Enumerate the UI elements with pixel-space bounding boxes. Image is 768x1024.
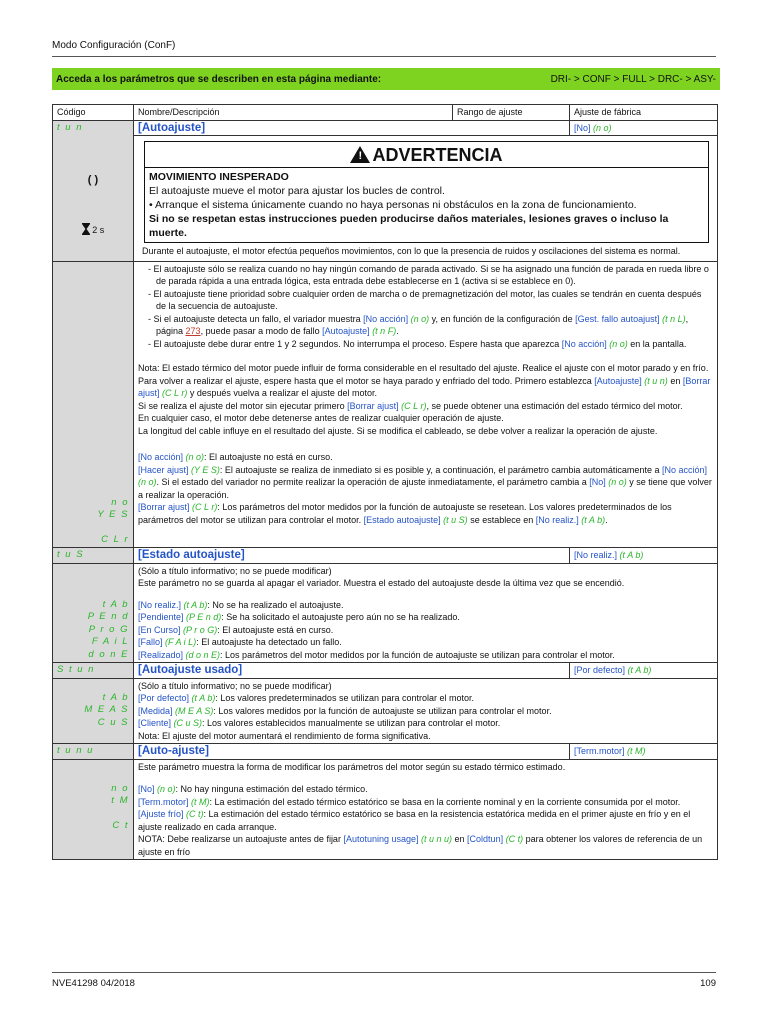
header-title: Modo Configuración (ConF) (52, 40, 176, 51)
warning-heading: ADVERTENCIA (372, 145, 503, 165)
stun-title-row (53, 663, 718, 679)
footer-rule (52, 972, 716, 973)
col-name-header: Nombre/Descripción (134, 105, 453, 121)
list-item: - El autoajuste tiene prioridad sobre cualquier orden de marcha o de premagnetización del motor, las cuales se tendrán en cuenta después de la secuencia de autoajuste. (148, 288, 702, 311)
stun-opt1-code: M E A S (84, 704, 129, 715)
tus-opt1-code: P E n d (87, 611, 129, 622)
tus-l2: Este parámetro no se guarda al apagar el variador. Muestra el estado del autoajuste desde la última vez que se encendió. (138, 578, 625, 588)
stun-note: Nota: El ajuste del motor aumentará el rendimiento de forma significativa. (138, 730, 431, 741)
stun-detail-row (53, 678, 718, 744)
list-item: - Si el autoajuste detecta un fallo, el variador muestra [No acción] (n o) y, en función de la configuración de [Gest. fallo autoajust] (t n L), página 273, puede pasar a modo de fallo [Autoajuste] (t n F). (148, 313, 689, 336)
tun-title: [Autoajuste] (138, 121, 206, 134)
stun-factory-code: (t A b) (627, 665, 652, 675)
tun-factory-code: (n o) (593, 122, 612, 133)
tunu-opt-tm-code: t M (111, 795, 129, 806)
tunu-factory: [Term.motor] (574, 746, 625, 756)
tun-time: 2 s (92, 224, 105, 235)
col-range-header: Rango de ajuste (453, 105, 570, 121)
tus-opt0-code: t A b (102, 598, 129, 610)
tunu-opt-ct: [Ajuste frío] (C t): La estimación del estado térmico estatórico se basa en la resistencia estatórica medida en el primer ajuste en frío y en el ajuste realizado en cada arranque. (138, 809, 691, 832)
tunu-opt-tm: [Term.motor] (t M): La estimación del estado térmico estatórico se basa en la corriente nominal y en la corriente consumida por el motor. (138, 796, 681, 807)
tun-warning-row (53, 136, 718, 262)
tus-opt2: [En Curso] (P r o G): El autoajuste está en curso. (138, 624, 334, 635)
tus-opt3-code: F A i L (91, 636, 129, 647)
tus-detail-row (53, 563, 718, 663)
tunu-code: t u n u (57, 745, 94, 756)
tus-opt4-code: d o n E (88, 648, 129, 660)
tun-factory: [No] (574, 122, 591, 133)
stun-opt2: [Cliente] (C u S): Los valores establecidos manualmente se utilizan para controlar el motor. (138, 718, 501, 728)
tun-note3: Si se realiza el ajuste del motor sin ejecutar primero [Borrar ajust] (C L r), se puede obtener una estimación del estado térmico del motor. (138, 400, 683, 411)
tun-note5: La longitud del cable influye en el resultado del ajuste. Si se modifica el cableado, se debe volver a realizar la operación de ajuste. (138, 425, 658, 436)
stun-factory: [Por defecto] (574, 665, 626, 675)
stun-opt1: [Medida] (M E A S): Los valores medidos por la función de autoajuste se utilizan para controlar el motor. (138, 705, 552, 716)
tun-code: t u n (57, 121, 83, 133)
access-path-bar (52, 68, 720, 90)
tunu-opt-ct-code: C t (112, 819, 129, 831)
tus-opt3: [Fallo] (F A i L): El autoajuste ha detectado un fallo. (138, 637, 342, 647)
refresh-icon: ( ) (87, 174, 99, 186)
tus-factory: [No realiz.] (574, 550, 618, 560)
tun-note2: Para volver a realizar el ajuste, espere hasta que el motor se haya parado y enfriado del todo. Primero establezca [Autoajuste] (t u n) en [Borrar ajust] (C L r) y después vuelva a realizar el ajuste del motor. (138, 375, 711, 398)
col-factory-header: Ajuste de fábrica (570, 105, 718, 121)
tus-opt1: [Pendiente] (P E n d): Se ha solicitado el autoajuste pero aún no se ha realizado. (138, 612, 460, 622)
tun-opt-no-code: n o (111, 496, 129, 508)
tunu-factory-code: (t M) (627, 746, 646, 756)
page-link[interactable]: 273 (185, 326, 201, 336)
warning-subtitle: MOVIMIENTO INESPERADO (149, 171, 289, 183)
tus-factory-code: (t A b) (619, 550, 644, 560)
footer-doc-id: NVE41298 04/2018 (52, 978, 135, 989)
tunu-detail-row (53, 759, 718, 860)
warning-bullet: • Arranque el sistema únicamente cuando no haya personas ni obstáculos en la zona de funcionamiento. (149, 199, 637, 211)
parameter-table (52, 104, 718, 860)
table-header-row (53, 105, 718, 121)
footer-page-number: 109 (700, 978, 716, 989)
tus-l1: (Sólo a título informativo; no se puede modificar) (138, 565, 332, 576)
stun-opt0: [Por defecto] (t A b): Los valores predeterminados se utilizan para controlar el motor. (138, 693, 475, 703)
tus-opt0: [No realiz.] (t A b): No se ha realizado el autoajuste. (138, 599, 344, 610)
tun-note4: En cualquier caso, el motor debe detenerse antes de realizar cualquier operación de ajuste. (138, 413, 504, 423)
tun-opt-yes: [Hacer ajust] (Y E S): El autoajuste se realiza de inmediato si es posible y, a continuación, el parámetro cambia automáticamente a [No acción] (n o). Si el estado del variador no permite realizar la operación de ajuste inmediatamente, el parámetro cambia a [No] (n o) y se tiene que volver a realizar la operación. (138, 464, 712, 500)
stun-title: [Autoajuste usado] (138, 664, 243, 676)
stun-opt0-code: t A b (102, 691, 129, 703)
tunu-opt-no: [No] (n o): No hay ninguna estimación del estado térmico. (138, 784, 368, 794)
col-code-header: Código (53, 105, 134, 121)
tunu-title: [Auto-ajuste] (138, 745, 209, 757)
tun-detail-row (53, 261, 718, 548)
tun-title-row (53, 120, 718, 136)
tun-opt-clr: [Borrar ajust] (C L r): Los parámetros del motor medidos por la función de autoajuste se resetean. Los valores predeterminados de los parámetros del motor se utilizan para controlar el motor. [Estado autoajuste] (t u S) se establece en [No realiz.] (t A b). (138, 502, 672, 525)
access-path-label: Acceda a los parámetros que se describen en esta página mediante: (56, 73, 382, 85)
warning-final: Si no se respetan estas instrucciones pueden producirse daños materiales, lesiones graves o incluso la muerte. (149, 213, 669, 239)
access-path-menu: DRI- > CONF > FULL > DRC- > ASY- (550, 73, 716, 85)
tun-note1: Nota: El estado térmico del motor puede influir de forma considerable en el resultado del ajuste. Realice el ajuste con el motor parado y en frío. (138, 363, 709, 373)
tus-opt2-code: P r o G (88, 623, 129, 635)
tun-dash-list (138, 263, 713, 351)
tus-title: [Estado autoajuste] (138, 549, 245, 561)
tus-opt4: [Realizado] (d o n E): Los parámetros del motor medidos por la función de autoajuste se utilizan para controlar el motor. (138, 649, 615, 660)
warning-box (144, 141, 709, 243)
tun-opt-yes-code: Y E S (97, 509, 129, 520)
tunu-l1: Este parámetro muestra la forma de modificar los parámetros del motor según su estado térmico estimado. (138, 761, 566, 772)
tunu-opt-no-code: n o (111, 782, 129, 794)
tun-opt-no: [No acción] (n o): El autoajuste no está en curso. (138, 452, 333, 462)
warning-icon: ! (350, 146, 370, 163)
tus-title-row (53, 548, 718, 564)
tus-code: t u S (57, 549, 85, 560)
tunu-title-row (53, 744, 718, 760)
hourglass-icon (82, 223, 90, 235)
tun-desc1: Durante el autoajuste, el motor efectúa pequeños movimientos, con lo que la presencia de ruidos y oscilaciones del sistema es normal. (142, 246, 681, 256)
warning-line1: El autoajuste mueve el motor para ajustar los bucles de control. (149, 185, 445, 197)
tunu-note: NOTA: Debe realizarse un autoajuste antes de fijar [Autotuning usage] (t u n u) en [Coldtun] (C t) para obtener los valores de referencia de un ajuste en frío (138, 834, 703, 857)
list-item: - El autoajuste debe durar entre 1 y 2 segundos. No interrumpa el proceso. Espere hasta que aparezca [No acción] (n o) en la pantalla. (148, 338, 687, 349)
tun-opt-clr-code: C L r (101, 533, 129, 545)
stun-opt2-code: C u S (97, 716, 129, 728)
stun-code: S t u n (57, 664, 95, 675)
header-rule (52, 56, 716, 57)
list-item: - El autoajuste sólo se realiza cuando no hay ningún comando de parada activado. Si se ha asignado una función de parada en rueda libre o de parada rápida a una entrada lógica, esta entrada debe establecerse en 1 (activa si se establece en 0). (148, 263, 709, 286)
stun-l1: (Sólo a título informativo; no se puede modificar) (138, 680, 332, 691)
